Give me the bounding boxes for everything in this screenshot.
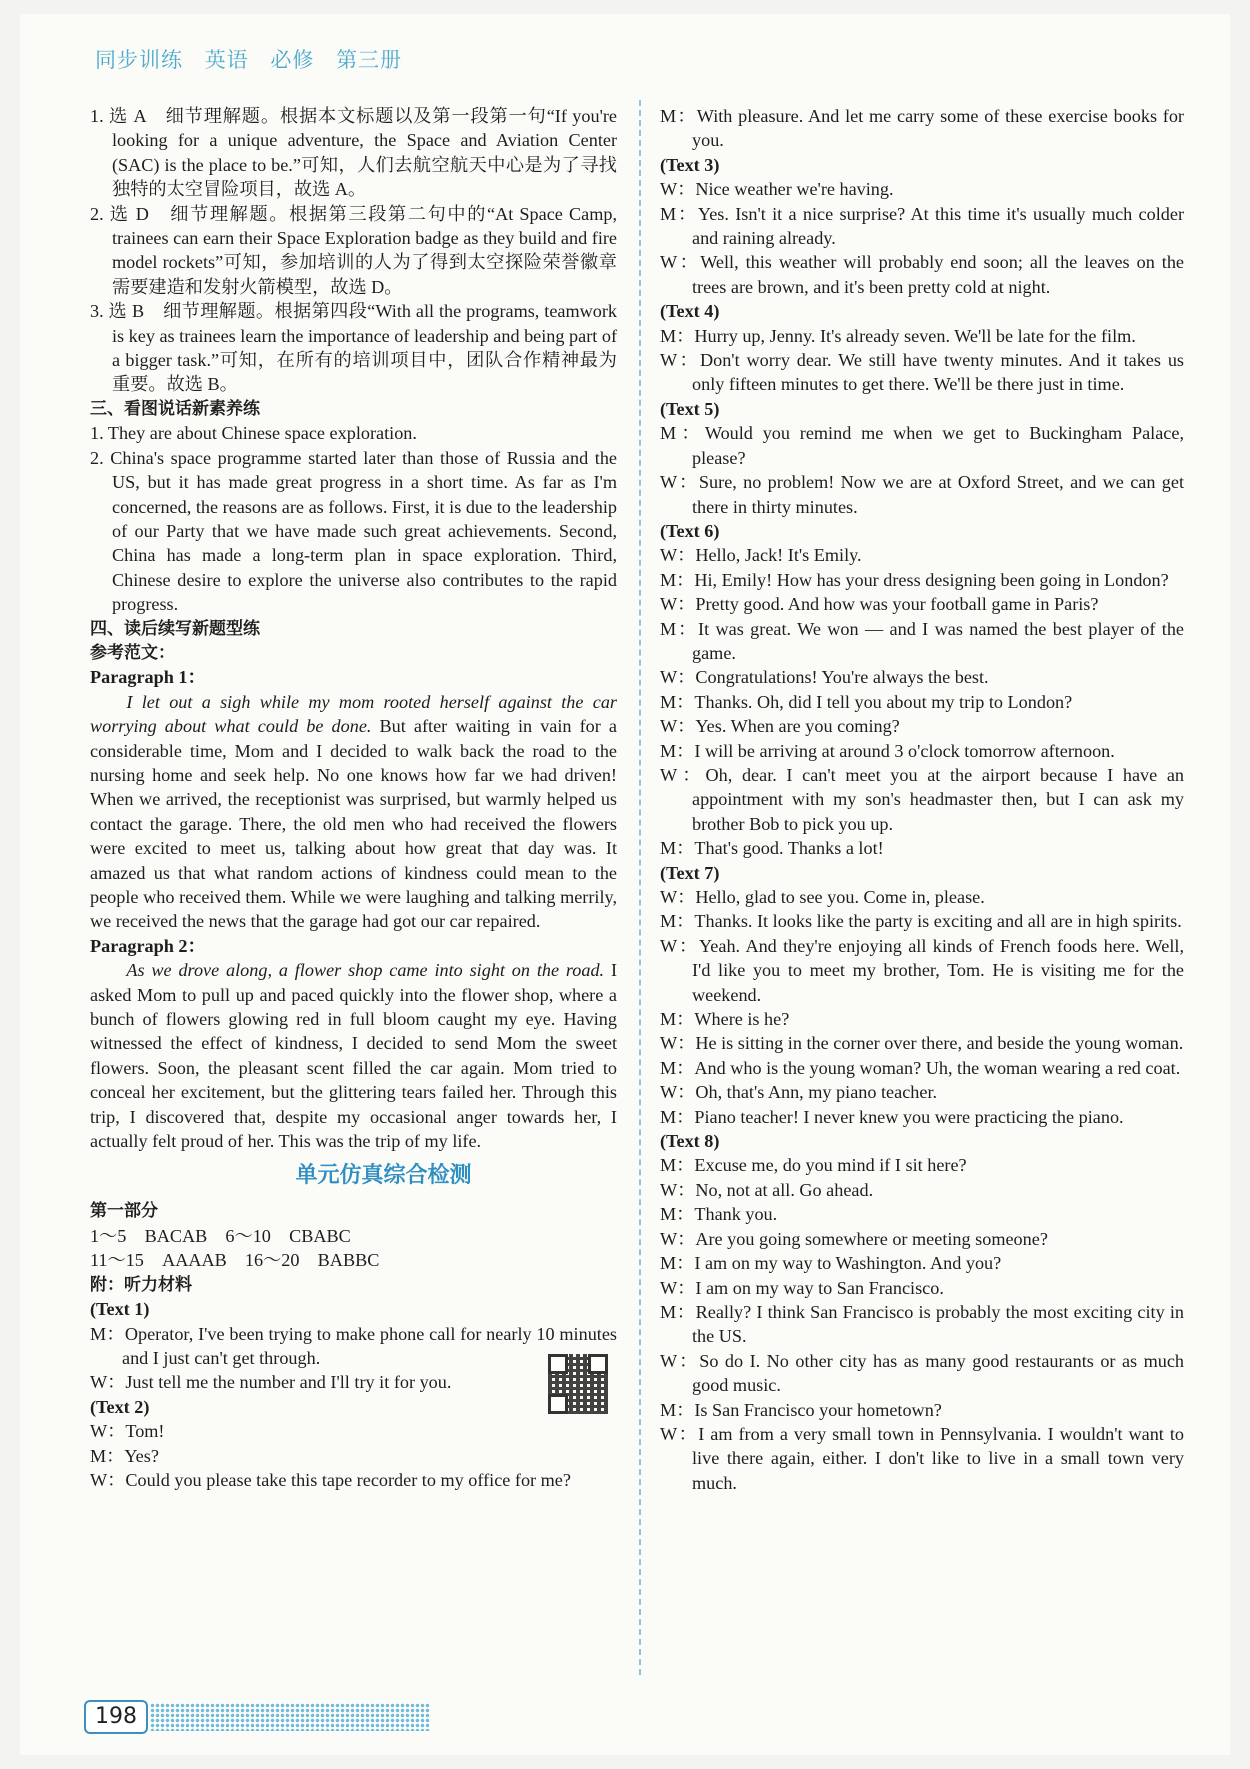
page-number: 198 xyxy=(84,1700,148,1734)
dialogue-line: W：Congratulations! You're always the best. xyxy=(660,667,989,688)
header-course: 必修 xyxy=(270,48,315,72)
dialogue-line: W：Tom! xyxy=(90,1421,165,1442)
dialogue-line: M：With pleasure. And let me carry some of these exercise books for you. xyxy=(660,106,1184,151)
header-series: 同步训练 xyxy=(95,48,183,72)
text-4-label: (Text 4) xyxy=(660,301,720,322)
text-7-label: (Text 7) xyxy=(660,862,720,883)
column-divider xyxy=(639,100,641,1675)
unit-title: 单元仿真综合检测 xyxy=(295,1163,472,1189)
text-8-label: (Text 8) xyxy=(660,1131,720,1152)
paragraph-1 xyxy=(90,690,617,934)
dialogue-line: M：Thanks. Oh, did I tell you about my trip to London? xyxy=(660,691,1073,712)
qr-finder-icon xyxy=(588,1354,608,1374)
paragraph-1-opening: I let out a sigh while my mom rooted herself against the car worrying about what could be done. xyxy=(90,691,617,737)
dialogue-line: M：Really? I think San Francisco is probably the most exciting city in the US. xyxy=(660,1301,1184,1347)
dialogue-line: M：Would you remind me when we get to Buckingham Palace, please? xyxy=(660,423,1184,468)
qr-code-icon[interactable] xyxy=(548,1354,608,1414)
paragraph-2 xyxy=(90,958,617,1153)
dialogue-line: W：Are you going somewhere or meeting someone? xyxy=(660,1228,1048,1249)
running-header xyxy=(95,44,416,74)
dialogue-line: M：That's good. Thanks a lot! xyxy=(660,838,884,859)
dialogue-line: W：Sure, no problem! Now we are at Oxford Street, and we can get there in thirty minutes. xyxy=(660,472,1184,517)
dialogue-line: M：Yes? xyxy=(90,1445,159,1466)
text-1-label: (Text 1) xyxy=(90,1299,150,1320)
paragraph-1-label: Paragraph 1： xyxy=(90,667,206,688)
text-3-label: (Text 3) xyxy=(660,154,720,175)
section-3-heading: 三、看图说话新素养练 xyxy=(90,398,260,419)
dialogue-line: M：I am on my way to Washington. And you? xyxy=(660,1253,1002,1274)
decorative-dot-strip xyxy=(150,1703,430,1731)
right-column xyxy=(660,104,1184,1495)
answer-3: 3. 选 B 细节理解题。根据第四段“With all the programs, teamwork is key as trainees learn the importance of leadership and being part of a bigger task.”可知，在所有的培训项目中，团队合作精神最为重要。故选 B。 xyxy=(90,301,618,395)
dialogue-line: W：Don't worry dear. We still have twenty minutes. And it takes us only fifteen minutes to get there. We'll be there just in time. xyxy=(660,350,1184,395)
answer-2: 2. 选 D 细节理解题。根据第三段第二句中的“At Space Camp, trainees can earn their Space Exploration badge as they build and fire model rockets”可知，参加培训的人为了得到太空探险荣誉徽章需要建造和发射火箭模型，故选 D。 xyxy=(90,203,617,297)
dialogue-line: M：Thank you. xyxy=(660,1204,778,1225)
dialogue-line: W：I am from a very small town in Pennsylvania. I wouldn't want to live there again, either. I don't like to live in a small town very much. xyxy=(660,1423,1184,1493)
text-5-label: (Text 5) xyxy=(660,398,720,419)
paragraph-2-opening: As we drove along, a flower shop came into sight on the road. xyxy=(126,960,605,981)
dialogue-line: M：Where is he? xyxy=(660,1009,790,1030)
paragraph-2-label: Paragraph 2： xyxy=(90,935,206,956)
dialogue-line: W：Nice weather we're having. xyxy=(660,179,894,200)
dialogue-line: W：No, not at all. Go ahead. xyxy=(660,1179,874,1200)
dialogue-line: W：Oh, dear. I can't meet you at the airport because I have an appointment with my son's headmaster then, but I can ask my brother Bob to pick you up. xyxy=(660,764,1184,834)
dialogue-line: M：Piano teacher! I never knew you were practicing the piano. xyxy=(660,1106,1124,1127)
listening-heading: 附：听力材料 xyxy=(90,1274,192,1295)
text-2-label: (Text 2) xyxy=(90,1396,150,1417)
header-volume: 第三册 xyxy=(336,48,403,72)
dialogue-line: W：Yes. When are you coming? xyxy=(660,716,900,737)
dialogue-line: W：Well, this weather will probably end soon; all the leaves on the trees are brown, and it's been pretty cold at night. xyxy=(660,252,1184,297)
dialogue-line: W：Oh, that's Ann, my piano teacher. xyxy=(660,1082,938,1103)
section-3-item-2: 2. China's space programme started later than those of Russia and the US, but it has made great progress in a short time. As far as I'm concerned, the reasons are as follows. First, it is due to the leadership of our Party that we have made such great achievements. Second, China has made a long-term plan in space exploration. Third, Chinese desire to explore the universe also contributes to the rapid progress. xyxy=(90,447,617,615)
answer-keys-2: 11～15 AAAAB 16～20 BABBC xyxy=(90,1250,380,1271)
section-3-item-1: 1. They are about Chinese space exploration. xyxy=(90,423,417,444)
dialogue-line: W：Yeah. And they're enjoying all kinds of French foods here. Well, I'd like you to meet my brother, Tom. He is visiting me for the weekend. xyxy=(660,935,1184,1005)
paragraph-1-body: But after waiting in vain for a considerable time, Mom and I decided to walk back the road to the nursing home and seek help. No one knows how far we had driven! When we arrived, the receptionist was surprised, but warmly helped us contact the garage. There, the old men who had received the flowers were excited to meet us, talking about how great that day was. It amazed us that what random actions of kindness could mean to the people who received them. While we were laughing and talking merrily, we received the news that the garage had got our car repaired. xyxy=(90,716,618,932)
dialogue-line: M：Excuse me, do you mind if I sit here? xyxy=(660,1155,967,1176)
dialogue-line: M：Operator, I've been trying to make phone call for nearly 10 minutes and I just can't get through. xyxy=(90,1323,617,1368)
reference-label: 参考范文： xyxy=(90,642,175,663)
dialogue-line: W：Could you please take this tape recorder to my office for me? xyxy=(90,1469,571,1490)
dialogue-line: W：He is sitting in the corner over there, and beside the young woman. xyxy=(660,1033,1184,1054)
part-1-heading: 第一部分 xyxy=(90,1201,158,1222)
text-6-label: (Text 6) xyxy=(660,520,720,541)
dialogue-line: M：It was great. We won — and I was named the best player of the game. xyxy=(660,618,1184,663)
dialogue-line: M：Is San Francisco your hometown? xyxy=(660,1399,942,1420)
dialogue-line: M：Yes. Isn't it a nice surprise? At this time it's usually much colder and raining already. xyxy=(660,203,1184,249)
dialogue-line: M：And who is the young woman? Uh, the woman wearing a red coat. xyxy=(660,1057,1181,1078)
header-subject: 英语 xyxy=(204,48,249,72)
dialogue-line: M：Hi, Emily! How has your dress designing been going in London? xyxy=(660,569,1169,590)
paragraph-2-body: I asked Mom to pull up and paced quickly into the flower shop, where a bunch of flowers glowing red in full bloom caught my eye. Having witnessed the effect of kindness, I decided to send Mom the sweet flowers. Soon, the pleasant scent filled the car again. Mom tried to conceal her excitement, but the glittering tears failed her. Through this trip, I discovered that, despite my occasional anger towards her, I actually felt proud of her. This was the trip of my life. xyxy=(90,960,617,1152)
qr-finder-icon xyxy=(548,1354,568,1374)
dialogue-line: M：Hurry up, Jenny. It's already seven. We'll be late for the film. xyxy=(660,325,1136,346)
section-4-heading: 四、读后续写新题型练 xyxy=(90,618,260,639)
answer-keys-1: 1～5 BACAB 6～10 CBABC xyxy=(90,1225,351,1246)
qr-finder-icon xyxy=(548,1394,568,1414)
left-column xyxy=(90,104,617,1492)
answer-1: 1. 选 A 细节理解题。根据本文标题以及第一段第一句“If you're looking for a unique adventure, the Space and Aviation Center (SAC) is the place to be.”可知，人们去航空航天中心是为了寻找独特的太空冒险项目，故选 A。 xyxy=(90,106,617,200)
dialogue-line: W：Hello, Jack! It's Emily. xyxy=(660,545,862,566)
dialogue-line: M：I will be arriving at around 3 o'clock tomorrow afternoon. xyxy=(660,740,1115,761)
dialogue-line: W：Hello, glad to see you. Come in, please. xyxy=(660,887,985,907)
dialogue-line: M：Thanks. It looks like the party is exciting and all are in high spirits. xyxy=(660,911,1182,932)
dialogue-line: W：So do I. No other city has as many good restaurants or as much good music. xyxy=(660,1350,1184,1396)
dialogue-line: W：I am on my way to San Francisco. xyxy=(660,1277,944,1298)
dialogue-line: W：Just tell me the number and I'll try it for you. xyxy=(90,1372,452,1393)
dialogue-line: W：Pretty good. And how was your football game in Paris? xyxy=(660,594,1099,615)
